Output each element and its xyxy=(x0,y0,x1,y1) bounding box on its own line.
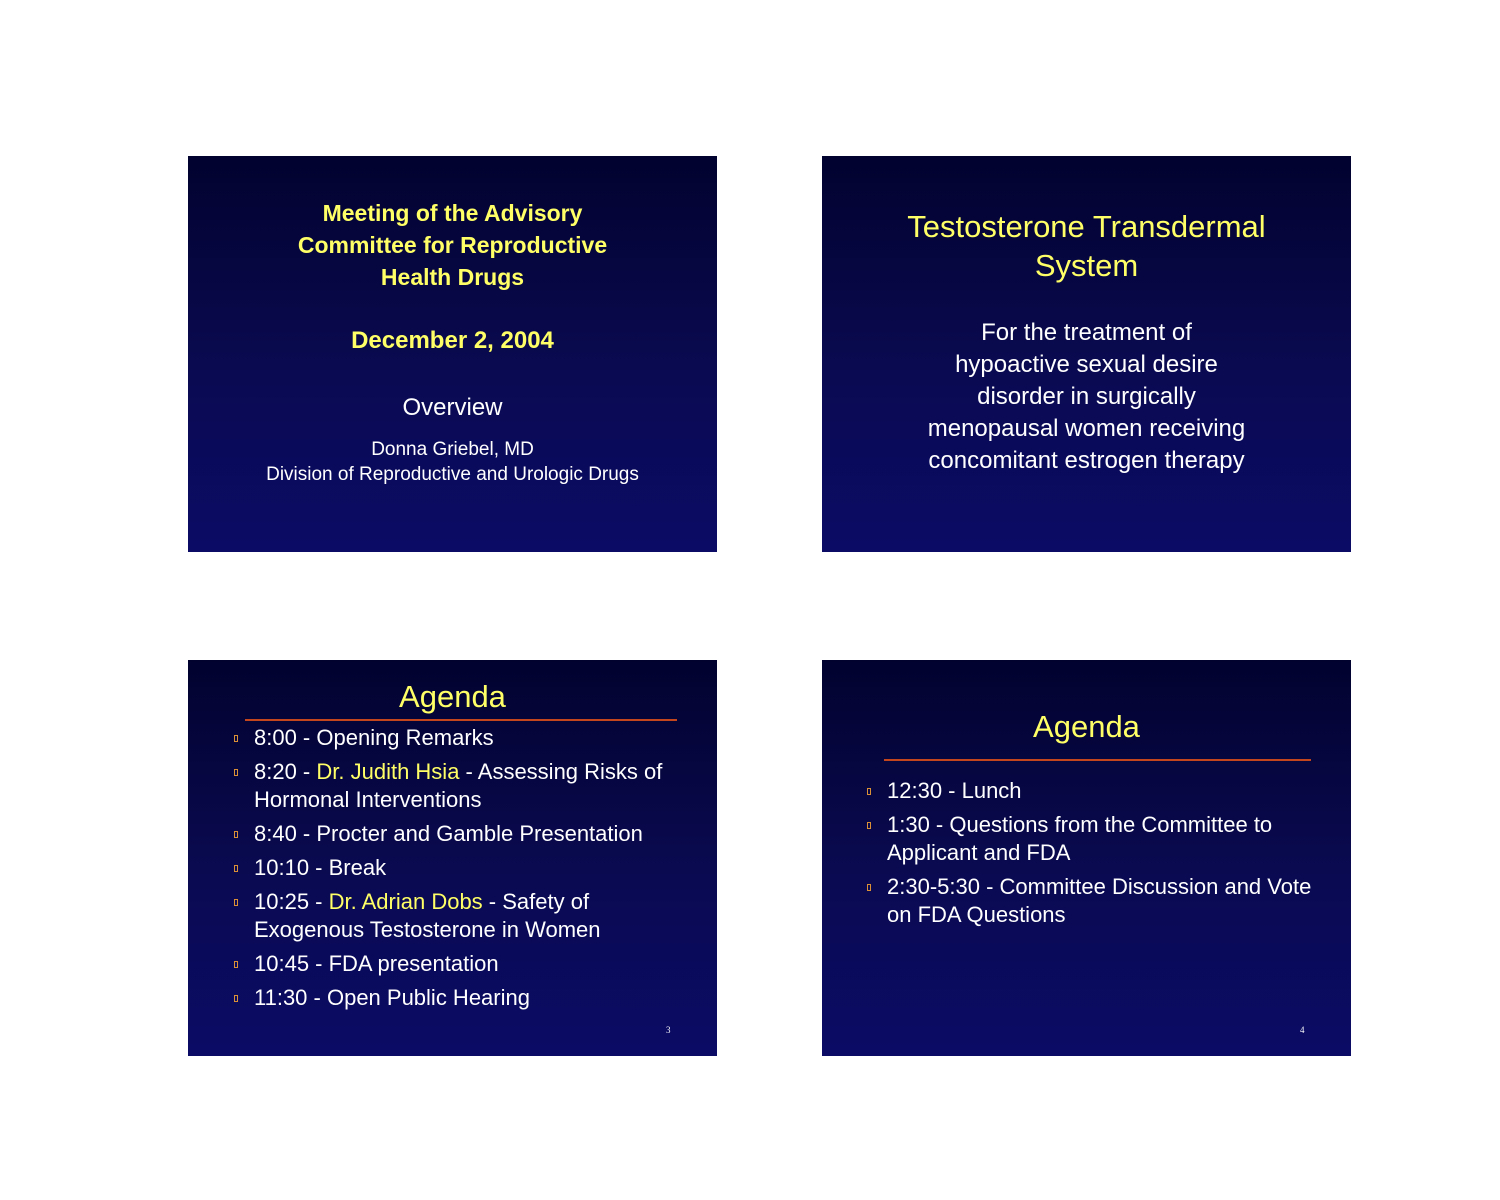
title-underline xyxy=(245,719,677,721)
meeting-title xyxy=(188,197,717,293)
agenda-item xyxy=(234,820,704,848)
agenda-title: Agenda xyxy=(399,679,506,714)
bullet-icon xyxy=(234,995,238,1002)
bullet-icon xyxy=(234,735,238,742)
title-underline xyxy=(884,759,1311,761)
speaker-name: Dr. Adrian Dobs xyxy=(328,889,483,914)
presenter-block xyxy=(188,437,717,487)
slide-4-agenda xyxy=(822,660,1351,1056)
bullet-icon xyxy=(867,822,871,829)
presenter-division: Division of Reproductive and Urologic Drugs xyxy=(266,464,639,485)
meeting-title-line: Health Drugs xyxy=(380,264,525,290)
meeting-title-line: Meeting of the Advisory xyxy=(322,200,583,226)
agenda-list xyxy=(867,777,1337,935)
bullet-icon xyxy=(234,961,238,968)
slide-2-product xyxy=(822,156,1351,552)
indication-line: disorder in surgically xyxy=(977,383,1196,410)
bullet-icon xyxy=(867,884,871,891)
agenda-item-text: 8:40 - Procter and Gamble Presentation xyxy=(254,821,643,846)
product-title-line: Testosterone Transdermal xyxy=(907,209,1266,244)
indication-line: concomitant estrogen therapy xyxy=(928,447,1245,474)
speaker-name: Dr. Judith Hsia xyxy=(316,759,460,784)
agenda-item-text: 11:30 - Open Public Hearing xyxy=(254,985,530,1010)
agenda-list xyxy=(234,724,704,1018)
agenda-item xyxy=(867,811,1337,867)
indication-line: hypoactive sexual desire xyxy=(955,351,1218,378)
agenda-item xyxy=(234,950,704,978)
agenda-item-text: 2:30-5:30 - Committee Discussion and Vote on FDA Questions xyxy=(887,874,1312,927)
agenda-item xyxy=(234,724,704,752)
agenda-item xyxy=(234,888,704,944)
agenda-item-text: 10:45 - FDA presentation xyxy=(254,951,499,976)
agenda-item-text: 1:30 - Questions from the Committee to Applicant and FDA xyxy=(887,812,1273,865)
agenda-item xyxy=(234,854,704,882)
agenda-item-text: 12:30 - Lunch xyxy=(887,778,1022,803)
agenda-item xyxy=(867,873,1337,929)
page-number: 4 xyxy=(1300,1025,1305,1035)
indication-text xyxy=(822,317,1351,477)
agenda-item xyxy=(234,758,704,814)
indication-line: For the treatment of xyxy=(981,319,1192,346)
page-number: 3 xyxy=(666,1025,671,1035)
presenter-name: Donna Griebel, MD xyxy=(371,439,534,460)
bullet-icon xyxy=(234,899,238,906)
agenda-item-text: 10:25 - xyxy=(254,889,329,914)
product-title xyxy=(822,207,1351,285)
bullet-icon xyxy=(234,769,238,776)
agenda-title: Agenda xyxy=(1033,709,1140,744)
meeting-title-line: Committee for Reproductive xyxy=(297,232,608,258)
agenda-item-text: 8:20 - xyxy=(254,759,317,784)
agenda-item-text: - Assessing Risks of Hormonal Interventions xyxy=(254,759,663,812)
agenda-item xyxy=(234,984,704,1012)
agenda-item-text: 8:00 - Opening Remarks xyxy=(254,725,494,750)
overview-heading: Overview xyxy=(402,394,503,421)
bullet-icon xyxy=(234,865,238,872)
slide-3-agenda xyxy=(188,660,717,1056)
bullet-icon xyxy=(234,831,238,838)
indication-line: menopausal women receiving xyxy=(927,415,1246,442)
agenda-item-text: - Safety of Exogenous Testosterone in Women xyxy=(254,889,601,942)
bullet-icon xyxy=(867,788,871,795)
product-title-line: System xyxy=(1034,248,1139,283)
slide-1-title xyxy=(188,156,717,552)
agenda-item-text: 10:10 - Break xyxy=(254,855,387,880)
meeting-date: December 2, 2004 xyxy=(351,327,554,354)
agenda-item xyxy=(867,777,1337,805)
